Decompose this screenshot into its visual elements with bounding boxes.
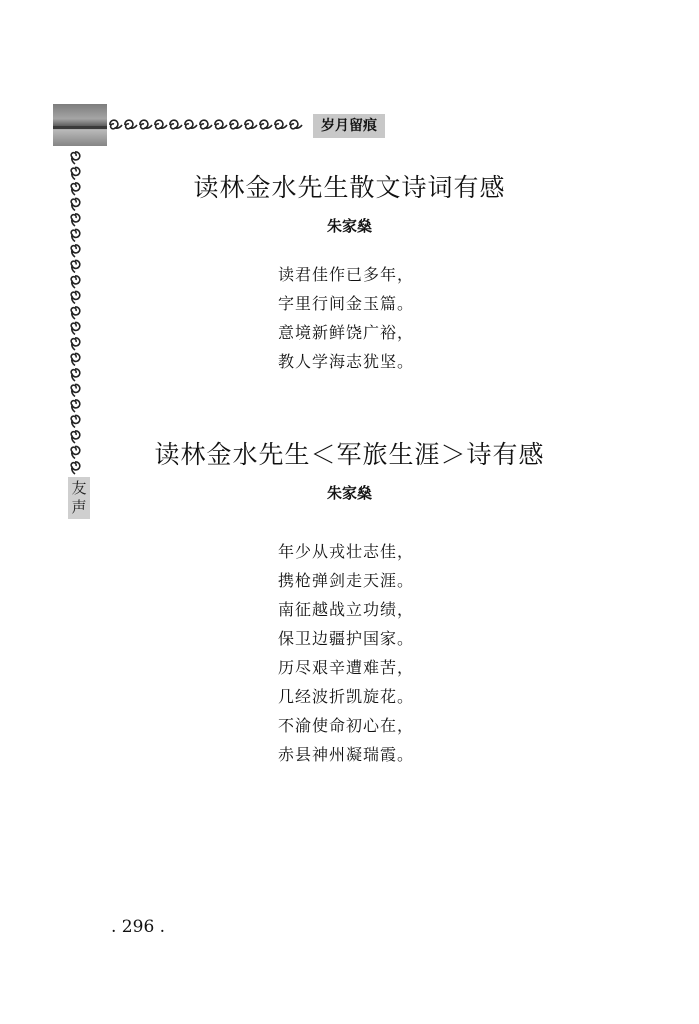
poem-line: 字里行间金玉篇。 bbox=[278, 294, 415, 313]
scroll-ornament-segment bbox=[230, 120, 242, 129]
scroll-ornament-segment bbox=[185, 120, 197, 129]
scroll-ornament-segment bbox=[71, 353, 80, 365]
scroll-ornament-segment bbox=[71, 152, 80, 164]
poem-author: 朱家燊 bbox=[326, 484, 372, 502]
poem-author: 朱家燊 bbox=[326, 217, 372, 235]
poem-title: 读林金水先生散文诗词有感 bbox=[193, 173, 506, 202]
scroll-ornament-segment bbox=[125, 120, 137, 129]
poem-title: 读林金水先生＜军旅生涯＞诗有感 bbox=[154, 440, 545, 469]
poem-line: 保卫边疆护国家。 bbox=[278, 629, 415, 648]
scroll-ornament-segment bbox=[71, 415, 80, 427]
poem-line: 年少从戎壮志佳， bbox=[278, 542, 415, 561]
scroll-ornament-segment bbox=[71, 322, 80, 334]
side-tab-char: 友 bbox=[71, 479, 87, 497]
scroll-ornament-segment bbox=[170, 120, 182, 129]
scroll-ornament-segment bbox=[71, 307, 80, 319]
scroll-ornament-segment bbox=[110, 120, 122, 129]
scroll-ornament-segment bbox=[215, 120, 227, 129]
poem-line: 意境新鲜饶广裕， bbox=[278, 323, 415, 342]
side-tab-char: 声 bbox=[71, 498, 87, 516]
scroll-ornament-segment bbox=[200, 120, 212, 129]
scroll-ornament-segment bbox=[71, 260, 80, 272]
poem-body bbox=[278, 537, 414, 769]
scroll-ornament-top-icon bbox=[108, 117, 308, 133]
scroll-ornament-segment bbox=[71, 291, 80, 303]
poem-line: 几经波折凯旋花。 bbox=[278, 687, 415, 706]
poem-line: 教人学海志犹坚。 bbox=[278, 352, 415, 371]
scroll-ornament-segment bbox=[71, 276, 80, 288]
scroll-ornament-segment bbox=[71, 400, 80, 412]
poem-body bbox=[278, 260, 414, 376]
scroll-ornament-segment bbox=[290, 120, 302, 129]
page-number: . 296 . bbox=[111, 917, 166, 937]
landscape-photo-thumbnail bbox=[53, 104, 107, 146]
scroll-ornament-segment bbox=[155, 120, 167, 129]
poem-line: 不渝使命初心在， bbox=[278, 716, 415, 735]
poem-line: 南征越战立功绩， bbox=[278, 600, 415, 619]
scroll-ornament-segment bbox=[260, 120, 272, 129]
scroll-ornament-segment bbox=[245, 120, 257, 129]
scroll-ornament-segment bbox=[71, 245, 80, 257]
poem-line: 赤县神州凝瑞霞。 bbox=[278, 745, 415, 764]
scroll-ornament-segment bbox=[71, 384, 80, 396]
poem-line: 读君佳作已多年， bbox=[278, 265, 415, 284]
scroll-ornament-segment bbox=[71, 369, 80, 381]
scroll-ornament-segment bbox=[275, 120, 287, 129]
scroll-ornament-segment bbox=[140, 120, 152, 129]
poem-line: 历尽艰辛遭难苦， bbox=[278, 658, 415, 677]
section-tag: 岁月留痕 bbox=[313, 114, 385, 138]
poem-line: 携枪弹剑走天涯。 bbox=[278, 571, 415, 590]
scroll-ornament-segment bbox=[71, 338, 80, 350]
